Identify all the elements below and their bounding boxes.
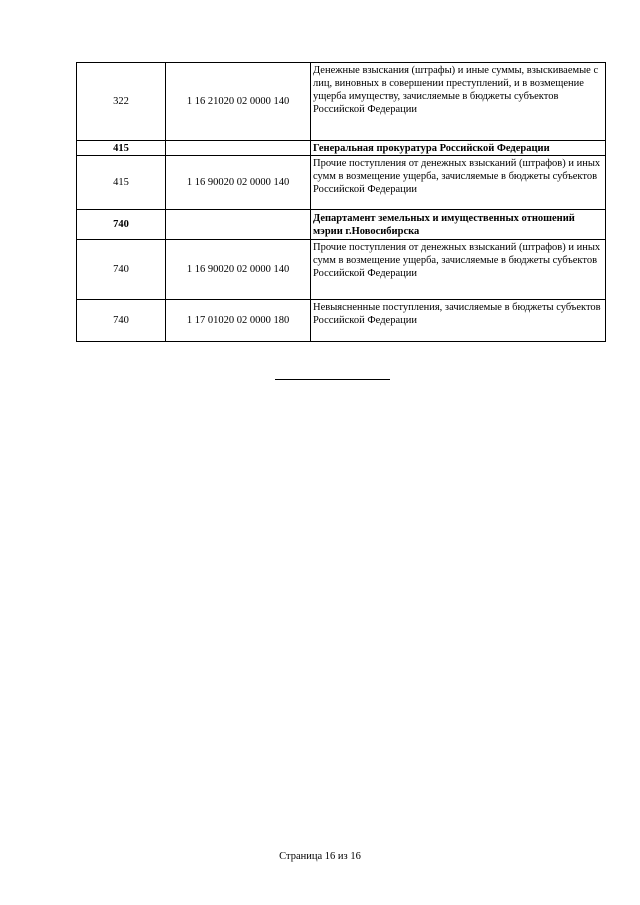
table-row [77, 63, 606, 141]
description-cell: Прочие поступления от денежных взысканий (штрафов) и иных сумм в возмещение ущерба, зачисляемые в бюджеты субъектов Российской Федерации [311, 156, 606, 210]
budget-code-cell: 1 16 90020 02 0000 140 [166, 156, 311, 210]
table-group-row [77, 141, 606, 156]
budget-code-cell [166, 141, 311, 156]
admin-code-cell: 740 [77, 300, 166, 342]
budget-code-cell: 1 16 90020 02 0000 140 [166, 240, 311, 300]
table-row [77, 240, 606, 300]
agency-name-cell: Генеральная прокуратура Российской Федерации [311, 141, 606, 156]
page-number: Страница 16 из 16 [279, 851, 361, 862]
budget-code-cell [166, 210, 311, 240]
table-row [77, 300, 606, 342]
admin-code-cell: 740 [77, 240, 166, 300]
admin-code-cell: 415 [77, 156, 166, 210]
admin-code-cell: 740 [77, 210, 166, 240]
budget-code-cell: 1 17 01020 02 0000 180 [166, 300, 311, 342]
admin-code-cell: 322 [77, 63, 166, 141]
description-cell: Прочие поступления от денежных взысканий (штрафов) и иных сумм в возмещение ущерба, зачисляемые в бюджеты субъектов Российской Федерации [311, 240, 606, 300]
admin-code-cell: 415 [77, 141, 166, 156]
agency-name-cell: Департамент земельных и имущественных отношений мэрии г.Новосибирска [311, 210, 606, 240]
end-of-document-rule [275, 379, 390, 380]
budget-code-cell: 1 16 21020 02 0000 140 [166, 63, 311, 141]
description-cell: Невыясненные поступления, зачисляемые в бюджеты субъектов Российской Федерации [311, 300, 606, 342]
table-group-row [77, 210, 606, 240]
description-cell: Денежные взыскания (штрафы) и иные суммы, взыскиваемые с лиц, виновных в совершении преступлений, и в возмещение ущерба имуществу, зачисляемые в бюджеты субъектов Российской Федерации [311, 63, 606, 141]
table-row [77, 156, 606, 210]
revenue-code-table [76, 62, 606, 342]
